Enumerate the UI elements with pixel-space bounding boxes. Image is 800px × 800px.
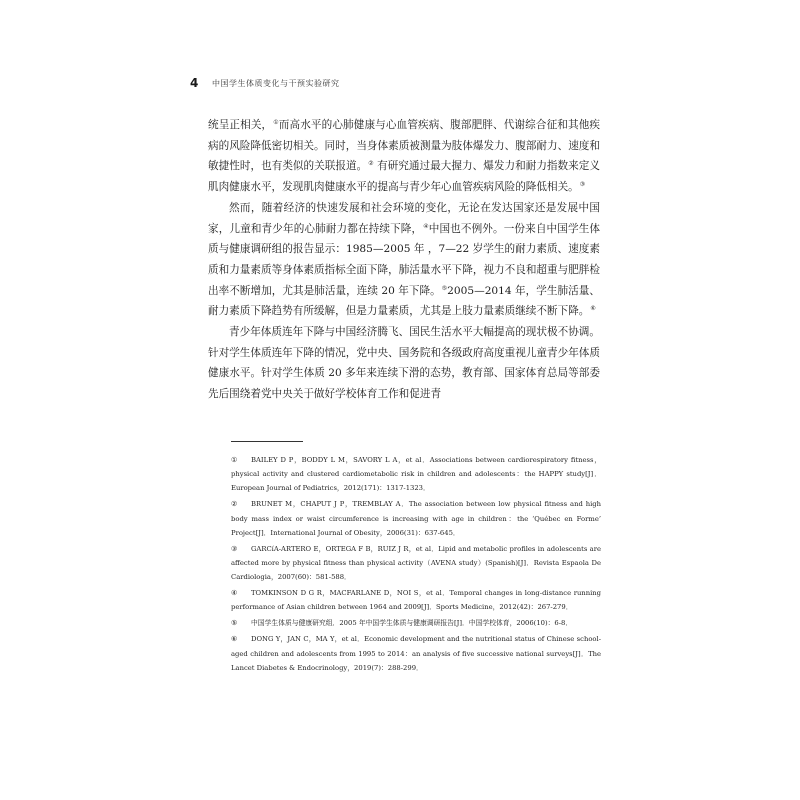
footnote-reference[interactable]: ② xyxy=(368,160,374,168)
footnote-reference[interactable]: ③ xyxy=(579,181,586,189)
footnote-reference[interactable]: ⑤ xyxy=(441,284,448,292)
page-header xyxy=(190,76,610,90)
running-title: 中国学生体质变化与干预实验研究 xyxy=(212,78,340,88)
footnote-item xyxy=(231,586,601,614)
paragraph-text: 然而，随着经济的快速发展和社会环境的变化，无论在发达国家还是发展中国家，儿童和青少年的心肺耐力都在持续下降， xyxy=(208,201,600,235)
footnote-item xyxy=(231,453,601,496)
paragraph-text: 2005—2014 年，学生肺活量、耐力素质下降趋势有所缓解，但是力量素质，尤其是上肢力量素质继续不断下降。 xyxy=(208,284,600,318)
footnote-mark: ⑤ xyxy=(231,619,238,628)
footnote-reference[interactable]: ④ xyxy=(423,222,429,230)
footnote-text: GARCíA-ARTERO E，ORTEGA F B，RUIZ J R，et al．Lipid and metabolic profiles in adolescents are affected more by physical fitness than physical activity（AVENA study）(Spanish)[J]．Revista Espaola De Cardiologia，2007(60)：581-588． xyxy=(231,544,601,582)
footnote-text: TOMKINSON D G R，MACFARLANE D，NOI S，et al．Temporal changes in long-distance running performance of Asian children between 1964 and 2009[J]．Sports Medicine，2012(42)：267-279． xyxy=(231,589,601,612)
footnote-reference[interactable]: ⑥ xyxy=(590,305,596,313)
footnote-mark: ③ xyxy=(231,544,238,553)
footnote-mark: ④ xyxy=(231,589,238,598)
footnote-mark: ⑥ xyxy=(231,635,238,644)
footnote-divider xyxy=(231,441,303,442)
footnote-item xyxy=(231,616,601,630)
paragraph-text: 有研究通过最大握力、爆发力和耐力指数来定义肌肉健康水平，发现肌肉健康水平的提高与青少年心血管疾病风险的降低相关。 xyxy=(208,160,600,194)
footnote-text: BAILEY D P，BODDY L M，SAVORY L A，et al．Associations between cardiorespiratory fitness，physical activity and clustered cardiometabolic risk in children and adolescents：the HAPPY study[J]．European Journal of Pediatrics，2012(171)：1317-1323． xyxy=(231,456,601,493)
paragraph-text: 青少年体质连年下降与中国经济腾飞、国民生活水平大幅提高的现状极不协调。针对学生体质连年下降的情况，党中央、国务院和各级政府高度重视儿童青少年体质健康水平。针对学生体质 20 多年来连续下滑的态势，教育部、国家体育总局等部委先后围绕着党中央关于做好学校体育工作和促进青 xyxy=(208,326,600,401)
footnote-mark: ① xyxy=(231,456,238,464)
paragraph-text: 统呈正相关， xyxy=(208,119,273,131)
footnote-item xyxy=(231,632,601,675)
footnote-reference[interactable]: ① xyxy=(273,119,279,126)
paragraph-text: 中国也不例外。一份来自中国学生体质与健康调研组的报告显示：1985—2005 年 ，7—22 岁学生的耐力素质、速度素质和力量素质等身体素质指标全面下降，肺活量水平下降，视力不良和超重与肥胖检出率不断增加，尤其是肺活量，连续 20 年下降。 xyxy=(208,222,600,297)
footnote-text: 中国学生体质与健康研究组．2005 年中国学生体质与健康调研报告[J]．中国学校体育，2006(10)：6-8． xyxy=(251,619,573,628)
page-number: 4 xyxy=(190,76,199,90)
footnote-mark: ② xyxy=(231,500,238,509)
body-text xyxy=(208,115,600,405)
paragraph xyxy=(208,322,600,405)
footnote-item xyxy=(231,542,601,585)
paragraph xyxy=(208,198,600,322)
paragraph-text: 而高水平的心肺健康与心血管疾病、腹部肥胖、代谢综合征和其他疾病的风险降低密切相关。同时，当身体素质被测量为肢体爆发力、腹部耐力、速度和敏捷性时，也有类似的关联报道。 xyxy=(208,119,601,173)
footnote-item xyxy=(231,497,601,540)
footnote-text: DONG Y，JAN C，MA Y，et al．Economic development and the nutritional status of Chinese school-aged children and adolescents from 1995 to 2014：an analysis of five successive national surveys[J]．The Lancet Diabetes & Endocrinology，2019(7)：288-299． xyxy=(231,635,601,672)
footnote-text: BRUNET M，CHAPUT J P，TREMBLAY A．The association between low physical fitness and high body mass index or waist circumference is increasing with age in children：the ‘Québec en Forme’ Project[J]．International Journal of Obesity，2006(31)：637-645． xyxy=(231,500,601,537)
paragraph xyxy=(208,115,600,198)
footnotes xyxy=(231,453,601,677)
